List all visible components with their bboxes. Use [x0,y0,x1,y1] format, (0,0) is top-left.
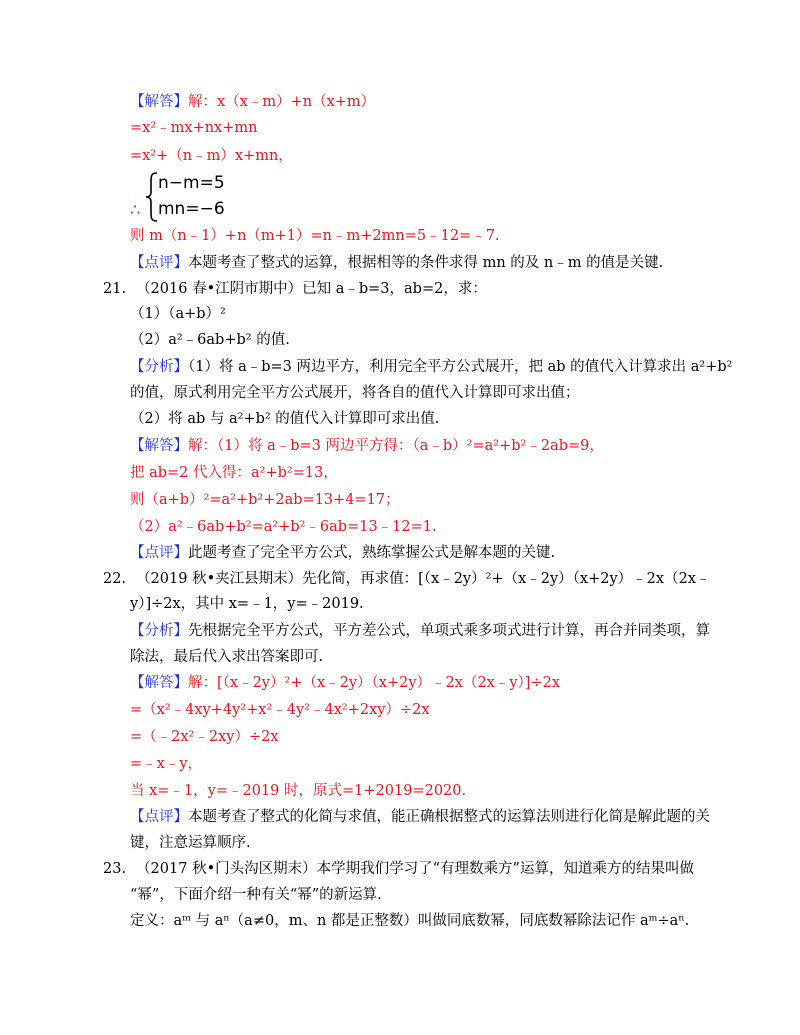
question-text: （2017 秋•门头沟区期末）本学期我们学习了“有理数乘方”运算，知道乘方的结果叫做 [136,861,694,877]
answer-result: 当 x=﹣1，y=﹣2019 时，原式=1+2019=2020. [130,783,467,799]
question-text-cont: “幂”，下面介绍一种有关“幂”的新运算. [130,887,382,903]
comment-text: 本题考查了整式的运算，根据相等的条件求得 mn 的及 n﹣m 的值是关键. [188,255,664,271]
answer-step: =（x²﹣4xy+4y²+x²﹣4y²﹣4x²+2xy）÷2x [130,702,430,718]
answer-step: =x²+（n﹣m）x+mn， [130,148,293,164]
question-part-2: （2）a²﹣6ab+b² 的值. [130,332,290,348]
analysis-line: 的值，原式利用完全平方公式展开，将各自的值代入计算即可求出值； [130,385,580,401]
analysis-line [130,621,710,641]
answer-text: 解：x（x﹣m）+n（x+m） [188,94,376,110]
left-brace-icon [145,172,159,222]
answer-step: （2）a²﹣6ab+b²=a²+b²﹣6ab=13﹣12=1. [130,519,437,535]
answer-text: 解：（1）将 a﹣b=3 两边平方得：（a﹣b）²=a²+b²﹣2ab=9， [188,438,604,454]
answer-step: 则（a+b）²=a²+b²+2ab=13+4=17； [130,492,400,508]
answer-line [130,436,604,456]
question-number: 21. [103,281,127,297]
answer-tag: 【解答】 [130,94,188,110]
answer-result: 则 m（n﹣1）+n（m+1）=n﹣m+2mn=5﹣12=﹣7. [130,228,500,244]
comment-line [130,253,663,273]
question-21 [103,279,487,299]
comment-text: 本题考查了整式的化简与求值，能正确根据整式的运算法则进行化简是解此题的关 [188,809,710,825]
analysis-tag: 【分析】 [130,359,188,375]
answer-line [130,673,560,693]
system-equation-1: n−m=5 [158,173,225,193]
comment-tag: 【点评】 [130,255,188,271]
answer-text: 解：[（x﹣2y）²+（x﹣2y）（x+2y）﹣2x（2x﹣y）]÷2x [188,675,561,691]
question-number: 22. [103,571,127,587]
answer-step: 把 ab=2 代入得：a²+b²=13， [130,465,338,481]
question-22 [103,569,710,589]
analysis-text: 先根据完全平方公式，平方差公式，单项式乘多项式进行计算，再合并同类项，算 [188,623,710,639]
comment-line [130,807,710,827]
system-equation-2: mn=−6 [158,199,225,219]
answer-step: =（﹣2x²﹣2xy）÷2x [130,729,279,745]
analysis-text: （1）将 a﹣b=3 两边平方，利用完全平方公式展开，把 ab 的值代入计算求出 a²+b² [188,359,733,375]
answer-line [130,92,375,112]
therefore-symbol: ∴ [130,200,141,219]
comment-tag: 【点评】 [130,809,188,825]
question-23 [103,859,694,879]
analysis-line: （2）将 ab 与 a²+b² 的值代入计算即可求出值. [130,411,440,427]
question-number: 23. [103,861,127,877]
answer-tag: 【解答】 [130,438,188,454]
comment-text: 此题考查了完全平方公式，熟练掌握公式是解本题的关键. [188,545,556,561]
question-text: （2016 春•江阴市期中）已知 a﹣b=3，ab=2，求： [136,281,487,297]
comment-line [130,543,555,563]
answer-step: =x²﹣mx+nx+mn [130,120,258,136]
question-text: （2019 秋•夹江县期末）先化简，再求值：[（x﹣2y）²+（x﹣2y）（x+2y）﹣2x（2x﹣ [136,571,711,587]
analysis-line [130,357,732,377]
question-text-cont: y）]÷2x，其中 x=﹣1，y=﹣2019. [130,596,364,612]
comment-tag: 【点评】 [130,545,188,561]
answer-step: =﹣x﹣y， [130,756,203,772]
question-part-1: （1）（a+b）² [130,306,226,322]
analysis-tag: 【分析】 [130,623,188,639]
definition-line: 定义：aᵐ 与 aⁿ（a≠0，m、n 都是正整数）叫做同底数幂，同底数幂除法记作 aᵐ÷aⁿ. [130,913,690,929]
answer-tag: 【解答】 [130,675,188,691]
comment-line: 键，注意运算顺序. [130,835,251,851]
analysis-line: 除法，最后代入求出答案即可. [130,649,324,665]
